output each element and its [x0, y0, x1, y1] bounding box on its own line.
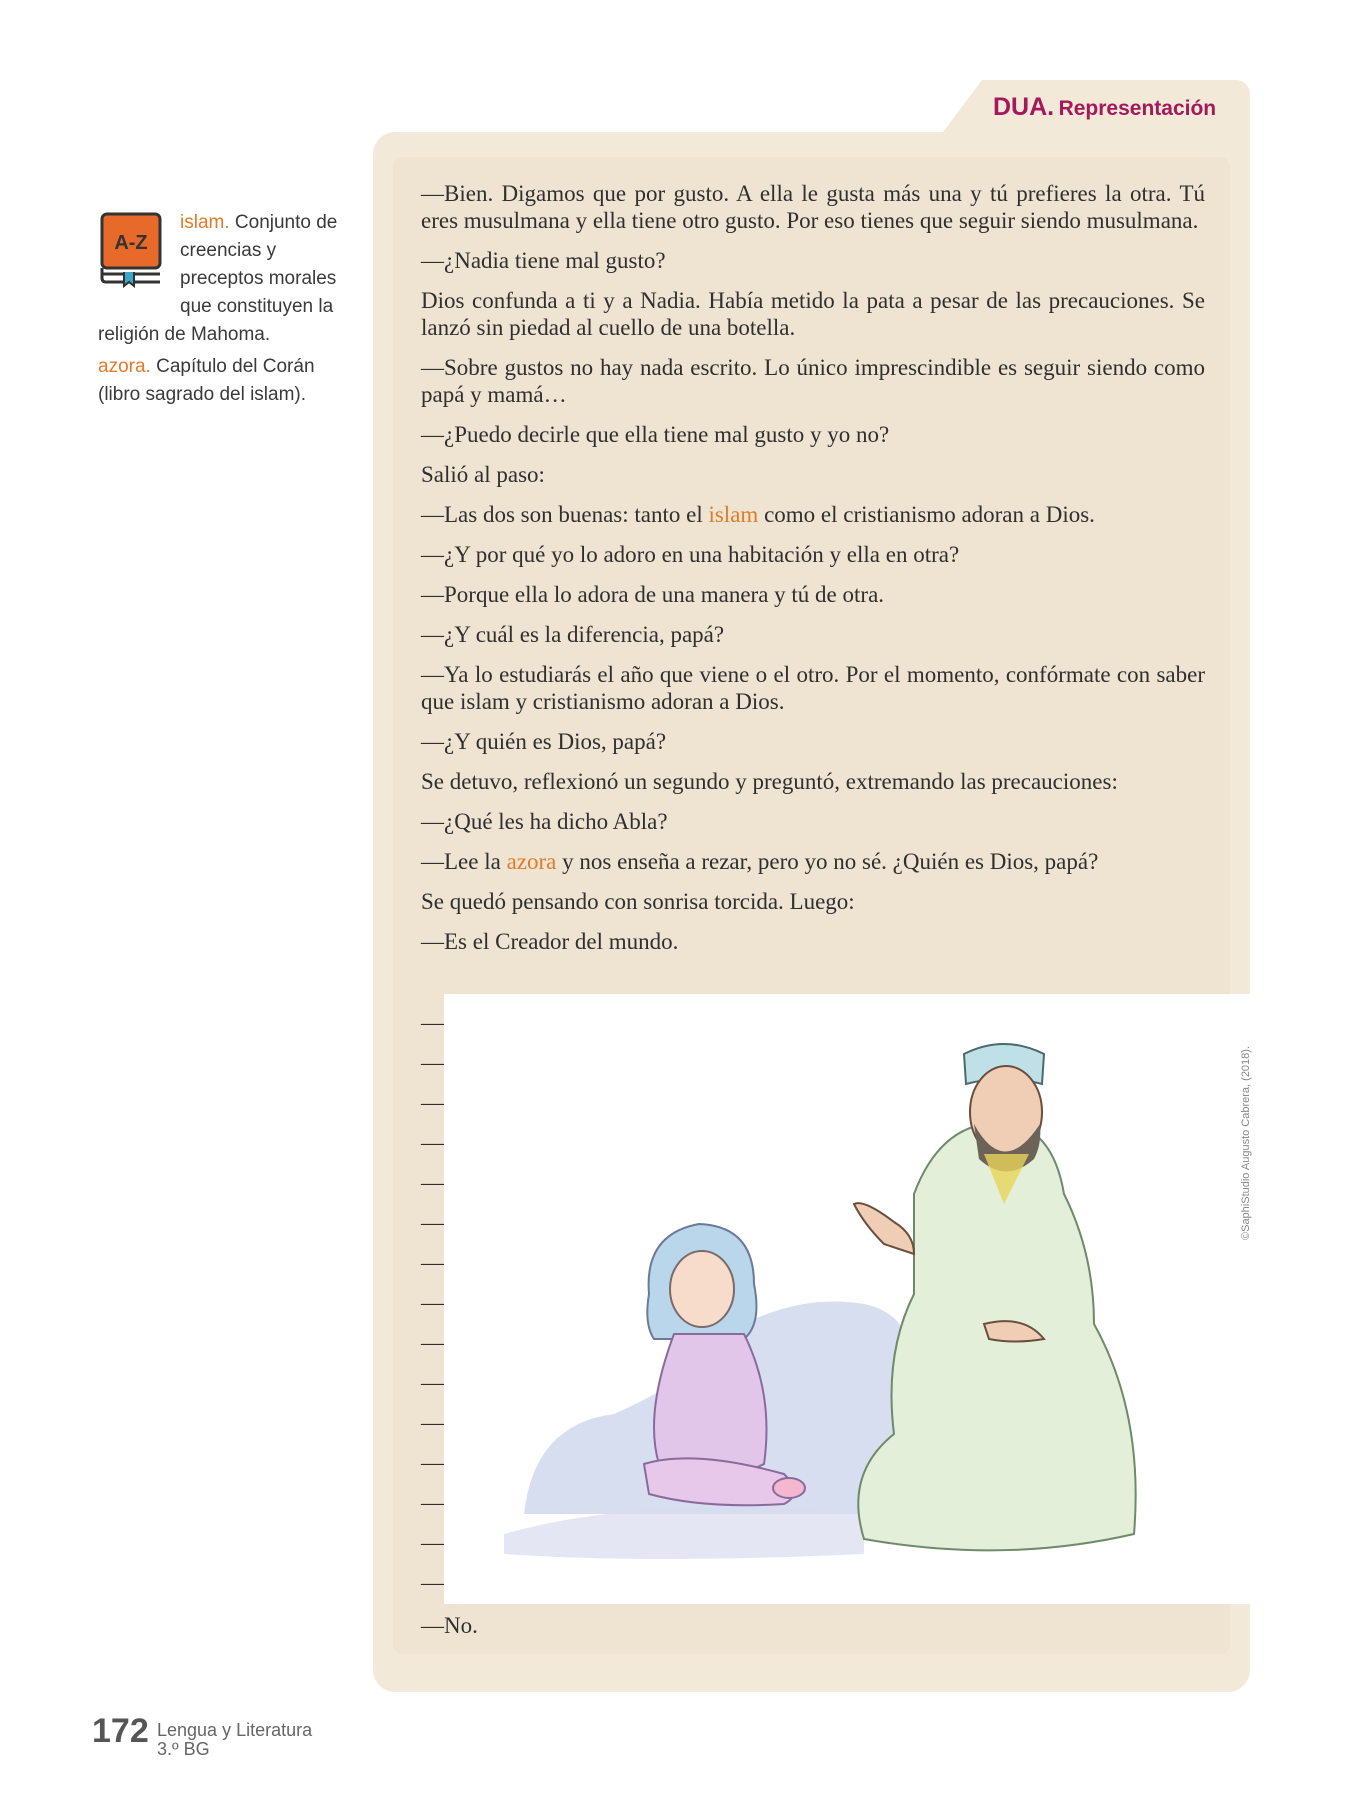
- dash: —: [421, 1570, 444, 1595]
- paragraph: —¿Qué les ha dicho Abla?: [421, 809, 668, 834]
- paragraph: —¿Y quién es Dios, papá?: [421, 729, 667, 754]
- paragraph: —Es el Creador del mundo.: [421, 929, 679, 954]
- father-figure: [854, 1044, 1136, 1550]
- dash: —: [421, 1370, 444, 1395]
- paragraph: —No.: [421, 1613, 478, 1638]
- dash: —: [421, 1010, 444, 1035]
- paragraph: Se detuvo, reflexionó un segundo y preguntó, extremando las precauciones:: [421, 769, 1118, 794]
- paragraph: —Las dos son buenas: tanto el islam como el cristianismo adoran a Dios.: [421, 502, 1095, 527]
- dash: —: [421, 1250, 444, 1275]
- paragraph: Dios confunda a ti y a Nadia. Había metido la pata a pesar de las precauciones. Se lanzó sin piedad al cuello de una botella.: [421, 288, 1205, 340]
- dash: —: [421, 1450, 444, 1475]
- glossary-definition-continued: religión de Mahoma.: [98, 324, 271, 345]
- dash: —: [421, 1490, 444, 1515]
- paragraph: —Bien. Digamos que por gusto. A ella le gusta más una y tú prefieres la otra. Tú eres musulmana y ella tiene otro gusto. Por eso tienes que seguir siendo musulmana.: [421, 181, 1205, 233]
- paragraph: —¿Nadia tiene mal gusto?: [421, 248, 666, 273]
- story-text: [421, 180, 1205, 968]
- dash: —: [421, 1210, 444, 1235]
- dash: —: [421, 1530, 444, 1555]
- dash: —: [421, 1330, 444, 1355]
- dua-label: DUA. Representación: [993, 93, 1217, 121]
- paragraph: —Porque ella lo adora de una manera y tú de otra.: [421, 582, 885, 607]
- glossary-entry-islam: islam. Conjunto de creencias y preceptos morales que constituyen la: [180, 212, 338, 317]
- paragraph: Salió al paso:: [421, 462, 545, 487]
- paragraph: —Sobre gustos no hay nada escrito. Lo único imprescindible es seguir siendo como papá y mamá…: [421, 355, 1205, 407]
- svg-text:A-Z: A-Z: [114, 232, 148, 254]
- paragraph: —¿Puedo decirle que ella tiene mal gusto y yo no?: [421, 422, 890, 447]
- glossary-definition: Conjunto de creencias y preceptos morales que constituyen la: [180, 212, 338, 317]
- dash: —: [421, 1130, 444, 1155]
- dash: —: [421, 1290, 444, 1315]
- glossary-entry-azora: azora. Capítulo del Corán (libro sagrado del islam).: [98, 356, 315, 405]
- paragraph: —¿Y por qué yo lo adoro en una habitación y ella en otra?: [421, 542, 960, 567]
- dash: —: [421, 1170, 444, 1195]
- illustration-credit: ©SaphiStudio Augusto Cabrera, (2018).: [1240, 1045, 1252, 1240]
- dash: —: [421, 1410, 444, 1435]
- dash: —: [421, 1090, 444, 1115]
- paragraph: —¿Y cuál es la diferencia, papá?: [421, 622, 725, 647]
- glossary-link-islam: islam: [708, 502, 759, 527]
- glossary-link-azora: azora: [506, 849, 557, 874]
- dictionary-icon: [98, 212, 164, 288]
- paragraph: Se quedó pensando con sonrisa torcida. Luego:: [421, 889, 855, 914]
- illustration-father-daughter: [444, 994, 1250, 1604]
- subject-label: Lengua y Literatura 3.º BG: [157, 1720, 313, 1759]
- paragraph: —Lee la azora y nos enseña a rezar, pero yo no sé. ¿Quién es Dios, papá?: [421, 849, 1099, 874]
- paragraph: —Ya lo estudiarás el año que viene o el otro. Por el momento, confórmate con saber que islam y cristianismo adoran a Dios.: [421, 662, 1205, 714]
- dash: —: [421, 1050, 444, 1075]
- page-number: 172: [92, 1712, 149, 1750]
